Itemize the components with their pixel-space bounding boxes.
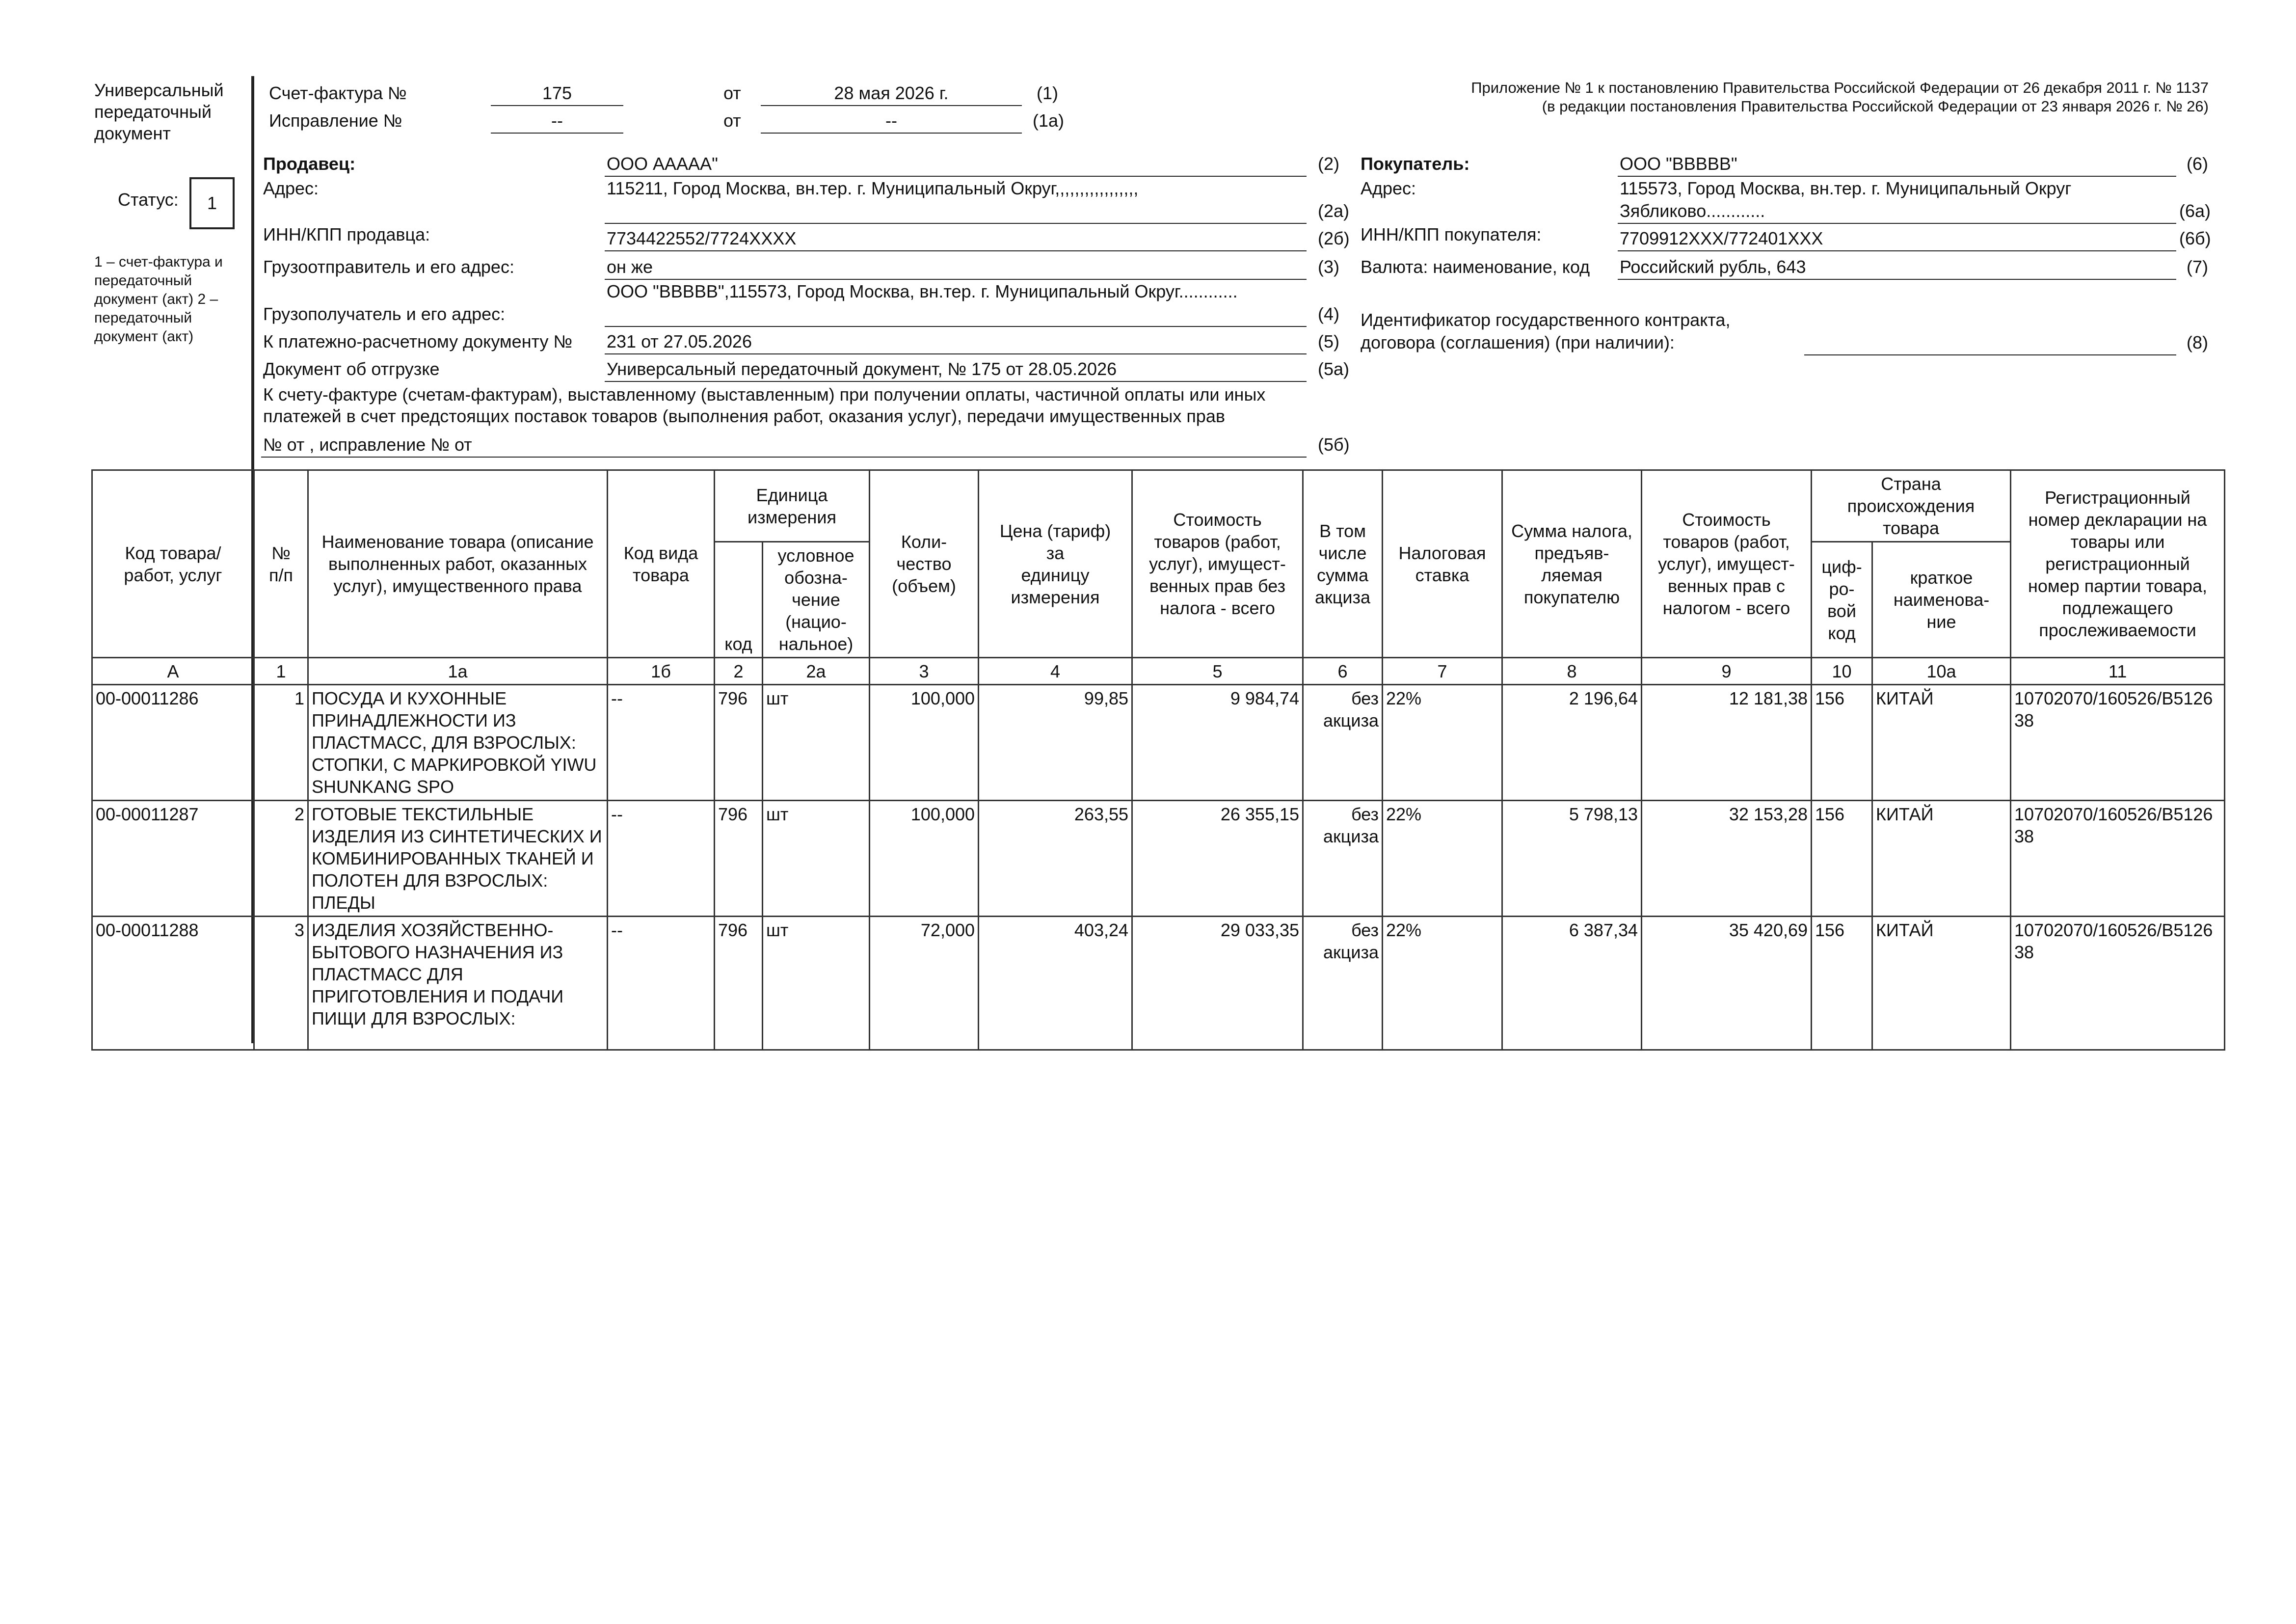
- correction-number[interactable]: --: [551, 110, 563, 131]
- buyer-name-code: (6): [2187, 154, 2208, 174]
- cell-unit-code: 796: [715, 685, 763, 801]
- cell-kind: --: [608, 917, 715, 1050]
- shipper-label: Грузоотправитель и его адрес:: [263, 257, 514, 277]
- buyer-inn[interactable]: 7709912XXX/772401XXX: [1620, 228, 1823, 248]
- header-qty: Коли- чество (объем): [870, 470, 979, 658]
- cell-kind: --: [608, 685, 715, 801]
- header-cost-no-tax: Стоимость товаров (работ, услуг), имущест- венных прав без налога - всего: [1132, 470, 1303, 658]
- cell-unit-name: шт: [763, 801, 870, 917]
- cell-excise: без акциза: [1303, 917, 1383, 1050]
- cell-reg-number: 10702070/160526/В512638: [2011, 801, 2225, 917]
- index-cell: 7: [1383, 658, 1502, 685]
- header-cost-with-tax: Стоимость товаров (работ, услуг), имущест- венных прав с налогом - всего: [1642, 470, 1812, 658]
- seller-address-code: (2а): [1318, 201, 1350, 221]
- buyer-title: Покупатель:: [1361, 154, 1470, 174]
- index-cell: 8: [1502, 658, 1642, 685]
- shipper-code: (3): [1318, 257, 1339, 277]
- table-row[interactable]: [92, 917, 2225, 1050]
- currency-label: Валюта: наименование, код: [1361, 257, 1590, 277]
- seller-address[interactable]: 115211, Город Москва, вн.тер. г. Муниципальный Округ,,,,,,,,,,,,,,,,,: [607, 178, 1139, 198]
- index-cell: 1: [254, 658, 308, 685]
- cell-reg-number: 10702070/160526/В512638: [2011, 917, 2225, 1050]
- cell-tax-sum: 6 387,34: [1502, 917, 1642, 1050]
- header-kind: Код вида товара: [608, 470, 715, 658]
- cell-qty: 100,000: [870, 685, 979, 801]
- header-unit: Единица измерения: [715, 470, 870, 542]
- status-legend: 1 – счет-фактура и передаточный документ (акт) 2 – передаточный документ (акт): [94, 254, 223, 345]
- correction-date-underline: [761, 133, 1022, 134]
- goods-table: [91, 469, 2225, 1051]
- index-cell: 10: [1812, 658, 1872, 685]
- index-cell: 6: [1303, 658, 1383, 685]
- cell-excise: без акциза: [1303, 685, 1383, 801]
- index-cell: 10а: [1872, 658, 2011, 685]
- correction-number-underline: [491, 133, 623, 134]
- cell-code: 00-00011286: [92, 685, 254, 801]
- cell-cost-with-tax: 35 420,69: [1642, 917, 1812, 1050]
- cell-price: 263,55: [979, 801, 1132, 917]
- cell-price: 403,24: [979, 917, 1132, 1050]
- cell-unit-name: шт: [763, 917, 870, 1050]
- cell-num: 3: [254, 917, 308, 1050]
- invoice-number-underline: [491, 105, 623, 106]
- header-country-code: циф- ро- вой код: [1812, 542, 1872, 658]
- seller-title: Продавец:: [263, 154, 356, 174]
- buyer-address-line-2[interactable]: Зябликово............: [1620, 201, 1765, 221]
- shipment-code: (5а): [1318, 359, 1350, 379]
- seller-inn-label: ИНН/КПП продавца:: [263, 224, 430, 244]
- payment-underline: [605, 353, 1307, 354]
- currency-underline: [1618, 279, 2176, 280]
- consignee-value[interactable]: ООО "ВВВВВ",115573, Город Москва, вн.тер. г. Муниципальный Округ............: [607, 281, 1238, 301]
- cell-tax-sum: 5 798,13: [1502, 801, 1642, 917]
- cell-country-name: КИТАЙ: [1872, 685, 2011, 801]
- cell-cost-with-tax: 32 153,28: [1642, 801, 1812, 917]
- correction-code: (1а): [1033, 110, 1065, 131]
- header-tax-rate: Налоговая ставка: [1383, 470, 1502, 658]
- header-reg-number: Регистрационный номер декларации на товары или регистрационный номер партии товара, подлежащего прослеживаемости: [2011, 470, 2225, 658]
- advance-underline: [261, 457, 1307, 458]
- payment-value[interactable]: 231 от 27.05.2026: [607, 331, 752, 352]
- shipment-value[interactable]: Универсальный передаточный документ, № 175 от 28.05.2026: [607, 359, 1117, 379]
- cell-num: 2: [254, 801, 308, 917]
- invoice-number[interactable]: 175: [542, 83, 572, 103]
- cell-reg-number: 10702070/160526/В512638: [2011, 685, 2225, 801]
- cell-cost-with-tax: 12 181,38: [1642, 685, 1812, 801]
- consignee-code: (4): [1318, 304, 1339, 324]
- cell-unit-code: 796: [715, 917, 763, 1050]
- index-cell: 1б: [608, 658, 715, 685]
- index-cell: 3: [870, 658, 979, 685]
- payment-code: (5): [1318, 331, 1339, 352]
- cell-price: 99,85: [979, 685, 1132, 801]
- seller-name[interactable]: ООО ААААА": [607, 154, 718, 174]
- contract-label-line-1: Идентификатор государственного контракта,: [1361, 310, 1731, 330]
- table-row[interactable]: [92, 685, 2225, 801]
- seller-address-underline: [605, 223, 1307, 224]
- cell-tax-rate: 22%: [1383, 917, 1502, 1050]
- contract-label-line-2: договора (соглашения) (при наличии):: [1361, 332, 1675, 352]
- cell-country-code: 156: [1812, 917, 1872, 1050]
- index-cell: 2а: [763, 658, 870, 685]
- header-price: Цена (тариф) за единицу измерения: [979, 470, 1132, 658]
- cell-code: 00-00011288: [92, 917, 254, 1050]
- cell-country-code: 156: [1812, 685, 1872, 801]
- appendix-line-1: Приложение № 1 к постановлению Правительства Российской Федерации от 26 декабря 2011 г. № 1137: [1471, 79, 2209, 96]
- invoice-from-label: от: [723, 83, 741, 103]
- status-label: Статус:: [118, 189, 179, 210]
- cell-unit-code: 796: [715, 801, 763, 917]
- document-type-title: Универсальный передаточный документ: [94, 80, 224, 143]
- shipper-value[interactable]: он же: [607, 257, 653, 277]
- payment-label: К платежно-расчетному документу №: [263, 331, 573, 352]
- invoice-date[interactable]: 28 мая 2026 г.: [834, 83, 949, 103]
- buyer-address-underline: [1618, 223, 2176, 224]
- header-country: Страна происхождения товара: [1812, 470, 2011, 542]
- seller-inn-code: (2б): [1318, 228, 1350, 248]
- header-tax-sum: Сумма налога, предъяв- ляемая покупателю: [1502, 470, 1642, 658]
- currency-code: (7): [2187, 257, 2208, 277]
- buyer-address-label: Адрес:: [1361, 178, 1416, 198]
- cell-cost-no-tax: 29 033,35: [1132, 917, 1303, 1050]
- seller-name-code: (2): [1318, 154, 1339, 174]
- index-cell: А: [92, 658, 254, 685]
- cell-num: 1: [254, 685, 308, 801]
- index-cell: 4: [979, 658, 1132, 685]
- cell-name: ПОСУДА И КУХОННЫЕ ПРИНАДЛЕЖНОСТИ ИЗ ПЛАСТМАСС, ДЛЯ ВЗРОСЛЫХ: СТОПКИ, С МАРКИРОВКОЙ YIWU SHUNKANG SPO: [308, 685, 608, 801]
- cell-tax-rate: 22%: [1383, 801, 1502, 917]
- buyer-name-underline: [1618, 176, 2176, 177]
- cell-country-name: КИТАЙ: [1872, 801, 2011, 917]
- cell-tax-rate: 22%: [1383, 685, 1502, 801]
- cell-country-name: КИТАЙ: [1872, 917, 2011, 1050]
- advance-text-line-2: платежей в счет предстоящих поставок товаров (выполнения работ, оказания услуг), передачи имущественных прав: [263, 406, 1225, 426]
- advance-text-line-3[interactable]: № от , исправление № от: [263, 434, 472, 455]
- index-cell: 11: [2011, 658, 2225, 685]
- advance-text-line-1: К счету-фактуре (счетам-фактурам), выставленному (выставленным) при получении оплаты, частичной оплаты или иных: [263, 384, 1266, 405]
- appendix-line-2: (в редакции постановления Правительства Российской Федерации от 23 января 2026 г. № 26): [1542, 98, 2209, 115]
- cell-unit-name: шт: [763, 685, 870, 801]
- cell-country-code: 156: [1812, 801, 1872, 917]
- advance-code: (5б): [1318, 434, 1350, 455]
- correction-date[interactable]: --: [885, 110, 897, 131]
- header-num: № п/п: [254, 470, 308, 658]
- cell-cost-no-tax: 26 355,15: [1132, 801, 1303, 917]
- seller-inn[interactable]: 7734422552/7724XXXX: [607, 228, 797, 248]
- cell-kind: --: [608, 801, 715, 917]
- shipment-label: Документ об отгрузке: [263, 359, 440, 379]
- invoice-label: Счет-фактура №: [269, 83, 407, 103]
- cell-tax-sum: 2 196,64: [1502, 685, 1642, 801]
- seller-address-label: Адрес:: [263, 178, 319, 198]
- buyer-address-line-1[interactable]: 115573, Город Москва, вн.тер. г. Муниципальный Округ: [1620, 178, 2072, 198]
- index-cell: 5: [1132, 658, 1303, 685]
- cell-cost-no-tax: 9 984,74: [1132, 685, 1303, 801]
- invoice-code: (1): [1037, 83, 1058, 103]
- buyer-inn-label: ИНН/КПП покупателя:: [1361, 224, 1542, 244]
- contract-code: (8): [2187, 332, 2208, 352]
- index-cell: 2: [715, 658, 763, 685]
- cell-code: 00-00011287: [92, 801, 254, 917]
- consignee-underline: [605, 326, 1307, 327]
- seller-inn-underline: [605, 250, 1307, 251]
- buyer-name[interactable]: ООО "ВВВВВ": [1620, 154, 1737, 174]
- index-cell: 9: [1642, 658, 1812, 685]
- header-code: Код товара/ работ, услуг: [92, 470, 254, 658]
- buyer-inn-code: (6б): [2179, 228, 2211, 248]
- cell-name: ИЗДЕЛИЯ ХОЗЯЙСТВЕННО-БЫТОВОГО НАЗНАЧЕНИЯ ИЗ ПЛАСТМАСС ДЛЯ ПРИГОТОВЛЕНИЯ И ПОДАЧИ ПИЩИ ДЛЯ ВЗРОСЛЫХ:: [308, 917, 608, 1050]
- cell-qty: 100,000: [870, 801, 979, 917]
- header-name: Наименование товара (описание выполненных работ, оказанных услуг), имущественного права: [308, 470, 608, 658]
- currency-value[interactable]: Российский рубль, 643: [1620, 257, 1806, 277]
- header-unit-name: условное обозна- чение (нацио- нальное): [763, 542, 870, 658]
- cell-name: ГОТОВЫЕ ТЕКСТИЛЬНЫЕ ИЗДЕЛИЯ ИЗ СИНТЕТИЧЕСКИХ И КОМБИНИРОВАННЫХ ТКАНЕЙ И ПОЛОТЕН ДЛЯ ВЗРОСЛЫХ: ПЛЕДЫ: [308, 801, 608, 917]
- header-unit-code: код: [715, 542, 763, 658]
- table-row[interactable]: [92, 801, 2225, 917]
- correction-label: Исправление №: [269, 110, 402, 131]
- cell-qty: 72,000: [870, 917, 979, 1050]
- column-index-row: [92, 658, 2225, 685]
- header-excise: В том числе сумма акциза: [1303, 470, 1383, 658]
- status-value-box[interactable]: 1: [189, 177, 235, 229]
- cell-excise: без акциза: [1303, 801, 1383, 917]
- correction-from-label: от: [723, 110, 741, 131]
- seller-name-underline: [605, 176, 1307, 177]
- shipper-underline: [605, 279, 1307, 280]
- buyer-inn-underline: [1618, 250, 2176, 251]
- shipment-underline: [605, 381, 1307, 382]
- index-cell: 1а: [308, 658, 608, 685]
- invoice-date-underline: [761, 105, 1022, 106]
- consignee-label: Грузополучатель и его адрес:: [263, 304, 506, 324]
- contract-underline: [1804, 354, 2176, 355]
- buyer-address-code: (6а): [2179, 201, 2211, 221]
- header-country-name: краткое наименова- ние: [1872, 542, 2011, 658]
